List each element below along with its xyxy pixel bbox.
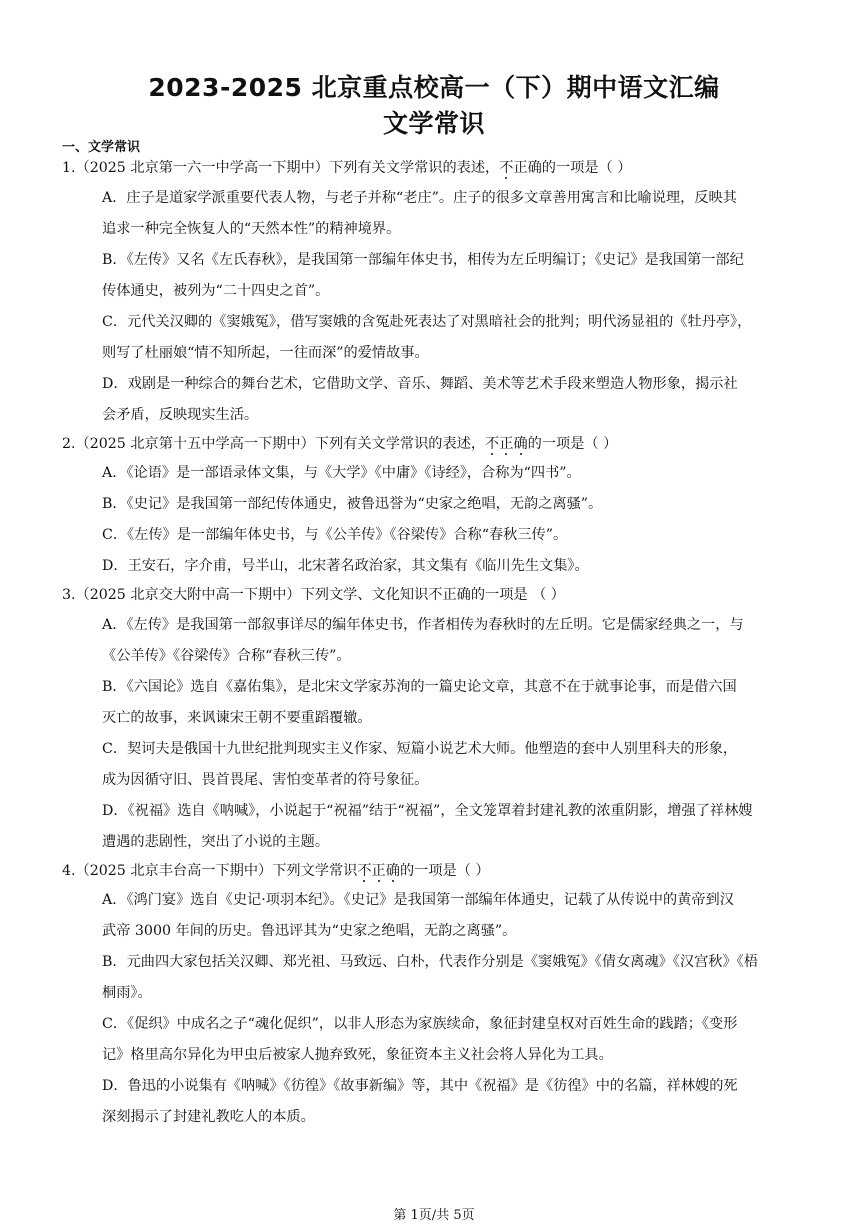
document-title: 2023-2025 北京重点校高一（下）期中语文汇编: [148, 73, 720, 102]
question-2: [62, 431, 802, 583]
option-a: A．《左传》是我国第一部叙事详尽的编年体史书，作者相传为春秋时的左丘明。它是儒家经典之一，与: [102, 616, 744, 633]
section-heading: 一、文学常识: [62, 140, 141, 155]
option-d: D．王安石，字介甫，号半山，北宋著名政治家，其文集有《临川先生文集》。: [102, 558, 589, 574]
option-d-cont: 遭遇的悲剧性，突出了小说的主题。: [102, 833, 330, 850]
emphasis-mark: 正: [499, 435, 514, 452]
option-a: A．《论语》是一部语录体文集，与《大学》《中庸》《诗经》，合称为“四书”。: [102, 465, 581, 481]
question-3: [62, 582, 802, 858]
option-b-cont: 灭亡的故事，来讽谏宋王朝不要重蹈覆辙。: [102, 709, 372, 726]
option-b-cont: 桐雨》。: [102, 985, 152, 1001]
emphasis-mark: 不: [499, 160, 514, 176]
option-c: C．《左传》是一部编年体史书，与《公羊传》《谷梁传》合称“春秋三传”。: [102, 527, 568, 543]
option-a: A．《鸿门宴》选自《史记·项羽本纪》。《史记》是我国第一部编年体通史，记载了从传说中的黄帝到汉: [102, 892, 734, 908]
page-footer: 第 1页/共 5页: [393, 1208, 475, 1223]
option-d-cont: 深刻揭示了封建礼教吃人的本质。: [102, 1109, 315, 1125]
emphasis-mark: 不: [485, 435, 500, 452]
emphasis-mark: 确: [513, 435, 528, 452]
question-stem: 4.（2025 北京丰台高一下期中）下列文学常识不正确的一项是（ ）: [62, 862, 490, 879]
option-b: B．《史记》是我国第一部纪传体通史，被鲁迅誉为“史家之绝唱，无韵之离骚”。: [102, 496, 603, 512]
option-b: B．元曲四大家包括关汉卿、郑光祖、马致远、白朴，代表作分别是《窦娥冤》《倩女离魂》《汉宫秋》《梧: [102, 954, 758, 970]
document-subtitle: 文学常识: [382, 109, 485, 138]
emphasis-mark: 确: [385, 862, 400, 879]
option-c: C．《促织》中成名之子“魂化促织”，以非人形态为家族续命，象征封建皇权对百姓生命的践踏；《变形: [102, 1016, 738, 1032]
option-c-cont: 则写了杜丽娘“情不知所起，一往而深”的爱情故事。: [102, 344, 429, 361]
question-stem: 1.（2025 北京第一六一中学高一下期中）下列有关文学常识的表述，不正确的一项是（ ）: [62, 160, 632, 176]
option-c-cont: 成为因循守旧、畏首畏尾、害怕变革者的符号象征。: [102, 771, 429, 788]
emphasis-mark: 正: [371, 862, 386, 879]
option-d: D．鲁迅的小说集有《呐喊》《彷徨》《故事新编》等，其中《祝福》是《彷徨》中的名篇，祥林嫂的死: [102, 1078, 738, 1094]
question-stem: 3.（2025 北京交大附中高一下期中）下列文学、文化知识不正确的一项是 （ ）: [62, 587, 565, 603]
option-c-cont: 记》格里高尔异化为甲虫后被家人抛弃致死，象征资本主义社会将人异化为工具。: [102, 1047, 613, 1063]
option-a: A．庄子是道家学派重要代表人物，与老子并称“老庄”。庄子的很多文章善用寓言和比喻说理，反映其: [102, 189, 737, 206]
option-d: D．《祝福》选自《呐喊》，小说起于“祝福”结于“祝福”，全文笼罩着封建礼教的浓重阴影，增强了祥林嫂: [102, 802, 753, 819]
option-a-cont: 《公羊传》《谷梁传》合称“春秋三传”。: [102, 647, 351, 664]
question-4: [62, 858, 802, 1134]
emphasis-mark: 不: [357, 862, 372, 879]
option-b-cont: 传体通史，被列为“二十四史之首”。: [102, 282, 330, 299]
question-stem: 2.（2025 北京第十五中学高一下期中）下列有关文学常识的表述，不正确的一项是（ ）: [62, 435, 618, 452]
option-b: B．《六国论》选自《嘉佑集》，是北宋文学家苏洵的一篇史论文章，其意不在于就事论事，而是借六国: [102, 678, 737, 695]
option-d: D．戏剧是一种综合的舞台艺术，它借助文学、音乐、舞蹈、美术等艺术手段来塑造人物形象，揭示社: [102, 375, 738, 392]
option-c: C．契诃夫是俄国十九世纪批判现实主义作家、短篇小说艺术大师。他塑造的套中人别里科夫的形象，: [102, 740, 738, 757]
option-a-cont: 追求一种完全恢复人的“天然本性”的精神境界。: [102, 220, 401, 237]
question-1: [62, 155, 802, 431]
option-a-cont: 武帝 3000 年间的历史。鲁迅评其为“史家之绝唱，无韵之离骚”。: [102, 923, 517, 939]
option-c: C．元代关汉卿的《窦娥冤》，借写窦娥的含冤赴死表达了对黑暗社会的批判；明代汤显祖的《牡丹亭》，: [102, 313, 752, 330]
question-list: [62, 155, 802, 1133]
option-b: B．《左传》又名《左氏春秋》，是我国第一部编年体史书，相传为左丘明编订；《史记》是我国第一部纪: [102, 251, 744, 268]
option-d-cont: 会矛盾，反映现实生活。: [102, 406, 259, 423]
